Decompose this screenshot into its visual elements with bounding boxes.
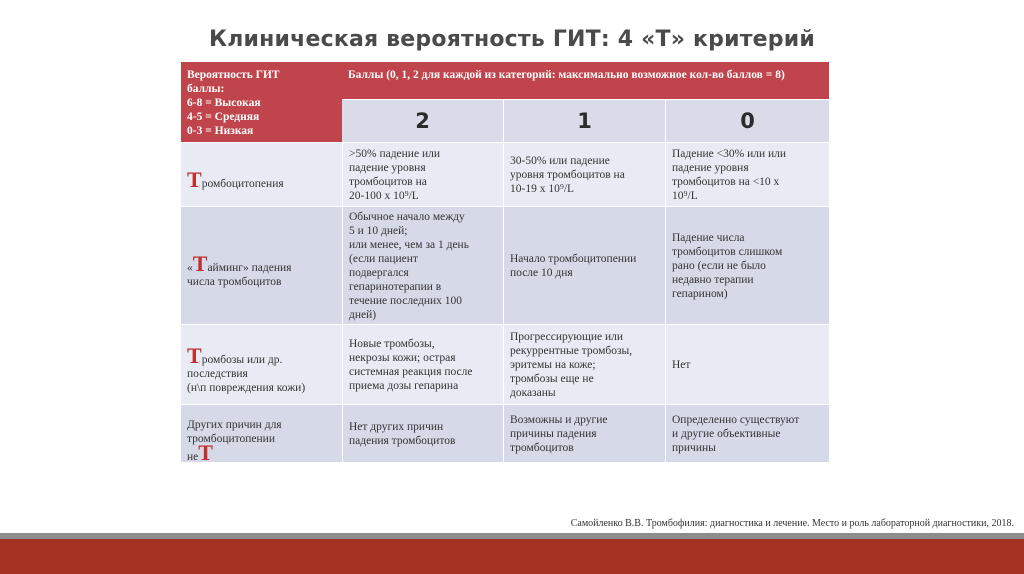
row-thrombosis-label [181,324,342,404]
table-cell: Нет [665,324,829,404]
table-cell: Новые тромбозы, некрозы кожи; острая системная реакция после приема дозы гепарина [342,324,503,404]
criteria-table [181,62,829,468]
row-label-rest: ромбоцитопения [201,177,284,190]
table-cell: >50% падение или падение уровня тромбоцитов на 20-100 х 10⁹/L [342,142,503,206]
footer-band-red [0,539,1024,574]
row-timing-label [181,206,342,324]
row-label-t: Т [192,250,208,276]
probability-header: Вероятность ГИТ баллы: 6-8 = Высокая 4-5 = Средняя 0-3 = Низкая [181,62,342,142]
table-cell: Нет других причин падения тромбоцитов [342,404,503,462]
table-cell: Падение <30% или или падение уровня тромбоцитов на <10 х 10⁹/L [665,142,829,206]
score-1-header: 1 [503,99,665,142]
table-cell: Прогрессирующие или рекуррентные тромбозы, эритемы на коже; тромбозы еще не доказаны [503,324,665,404]
row-label-rest: ромбозы или др. последствия (н\п повреждения кожи) [187,353,306,394]
table-cell: Определенно существуют и другие объективные причины [665,404,829,462]
row-thrombocytopenia-label [181,142,342,206]
table-cell: Возможны и другие причины падения тромбоцитов [503,404,665,462]
score-2-header: 2 [342,99,503,142]
row-label-rest: айминг» падения числа тромбоцитов [187,261,292,288]
citation: Самойленко В.В. Тромбофилия: диагностика и лечение. Место и роль лабораторной диагностики, 2018. [570,518,1014,529]
table-cell: 30-50% или падение уровня тромбоцитов на 10-19 х 10⁹/L [503,142,665,206]
row-label-t: Т [187,166,202,192]
table-cell: Падение числа тромбоцитов слишком рано (если не было недавно терапии гепарином) [665,206,829,324]
table-cell: Начало тромбоцитопении после 10 дня [503,206,665,324]
slide-title: Клиническая вероятность ГИТ: 4 «Т» критерий [209,27,815,52]
row-other-causes-label [181,404,342,462]
row-label-prefix: « [187,261,193,274]
row-label-prefix: Других причин для тромбоцитопении не [187,418,282,462]
row-label-t: Т [187,342,202,368]
score-0-header: 0 [665,99,829,142]
row-label-t: Т [198,439,213,462]
table-cell: Обычное начало между 5 и 10 дней; или менее, чем за 1 день (если пациент подвергался гепаринотерапии в течение последних 100 дней) [342,206,503,324]
points-header: Баллы (0, 1, 2 для каждой из категорий: максимально возможное кол-во баллов = 8) [342,62,829,99]
